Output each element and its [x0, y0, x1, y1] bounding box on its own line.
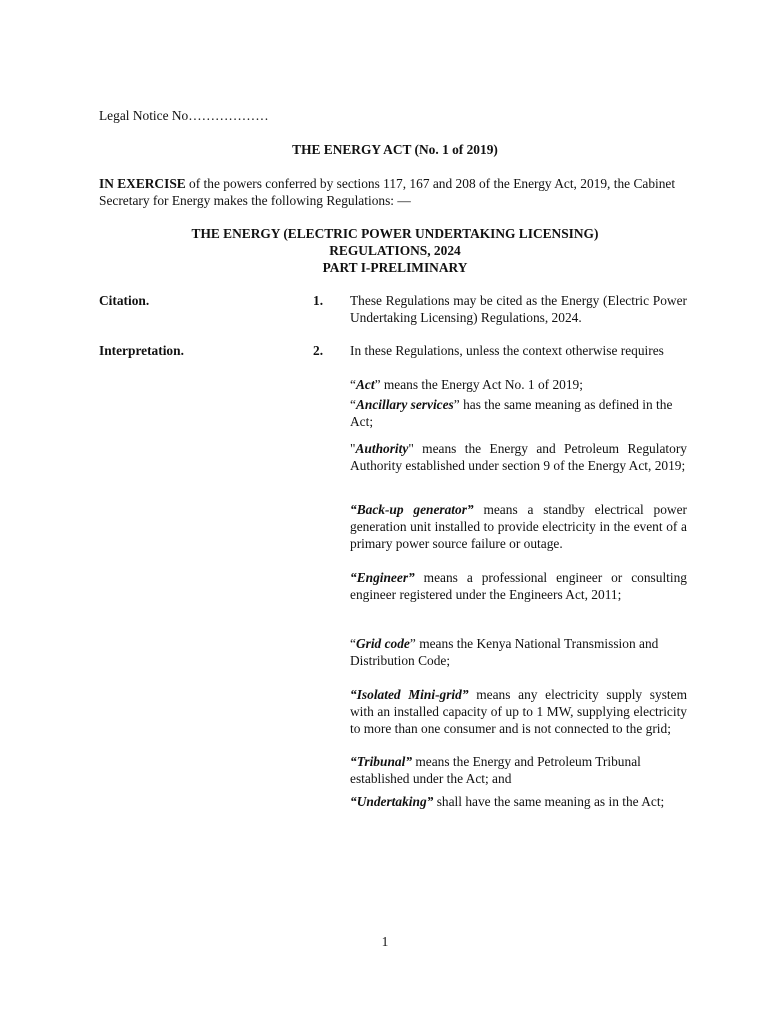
defined-term: Ancillary services	[355, 397, 454, 412]
definition-engineer: “Engineer” means a professional engineer or consulting engineer registered under the Engineers Act, 2011;	[350, 570, 687, 602]
defined-term: “Engineer”	[350, 570, 415, 585]
definition-isolated-mini-grid: “Isolated Mini-grid” means any electricity supply system with an installed capacity of up to 1 MW, supplying electricity to more than one consumer and is not connected to the grid;	[350, 687, 687, 736]
regulation-title-line-1: THE ENERGY (ELECTRIC POWER UNDERTAKING LICENSING)	[191, 226, 599, 241]
section-number-1: 1.	[313, 293, 324, 308]
act-title: THE ENERGY ACT (No. 1 of 2019)	[292, 142, 498, 157]
defined-term: “Isolated Mini-grid”	[350, 687, 469, 702]
definition-act: “Act” means the Energy Act No. 1 of 2019;	[350, 377, 583, 392]
defined-term: Act	[355, 377, 375, 392]
preamble-text: of the powers conferred by sections 117, 167 and 208 of the Energy Act, 2019, the Cabinet Secretary for Energy makes the following Regulations: —	[99, 176, 676, 208]
defined-term: Grid code	[355, 636, 410, 651]
margin-note-citation: Citation.	[99, 293, 150, 308]
regulation-title-line-2: REGULATIONS, 2024	[329, 242, 461, 258]
page-number: 1	[381, 934, 389, 949]
definition-grid-code: “Grid code” means the Kenya National Transmission and Distribution Code;	[350, 636, 659, 668]
legal-notice-number: Legal Notice No………………	[99, 108, 269, 123]
definition-ancillary-services: “Ancillary services” has the same meaning as defined in the Act;	[350, 397, 673, 429]
definition-back-up-generator: “Back-up generator” means a standby electrical power generation unit installed to provide electricity in the event of a primary power source failure or outage.	[350, 502, 688, 551]
regulation-title	[0, 226, 770, 276]
defined-term: “Back-up generator”	[350, 502, 474, 517]
defined-term: Authority	[355, 441, 409, 456]
defined-term: “Tribunal”	[350, 754, 413, 769]
part-heading: PART I-PRELIMINARY	[322, 259, 468, 275]
preamble	[99, 176, 689, 210]
section-1-text: These Regulations may be cited as the Energy (Electric Power Undertaking Licensing) Regulations, 2024.	[350, 293, 687, 325]
section-number-2: 2.	[313, 343, 324, 358]
section-2-text: In these Regulations, unless the context otherwise requires	[350, 343, 664, 358]
definition-tribunal: “Tribunal” means the Energy and Petroleum Tribunal established under the Act; and	[350, 754, 641, 786]
definition-undertaking: “Undertaking” shall have the same meaning as in the Act;	[350, 794, 665, 809]
margin-note-interpretation: Interpretation.	[99, 343, 184, 358]
defined-term: “Undertaking”	[350, 794, 434, 809]
preamble-lead: IN EXERCISE	[99, 176, 186, 191]
definition-authority: "Authority" means the Energy and Petroleum Regulatory Authority established under section 9 of the Energy Act, 2019;	[350, 441, 687, 473]
